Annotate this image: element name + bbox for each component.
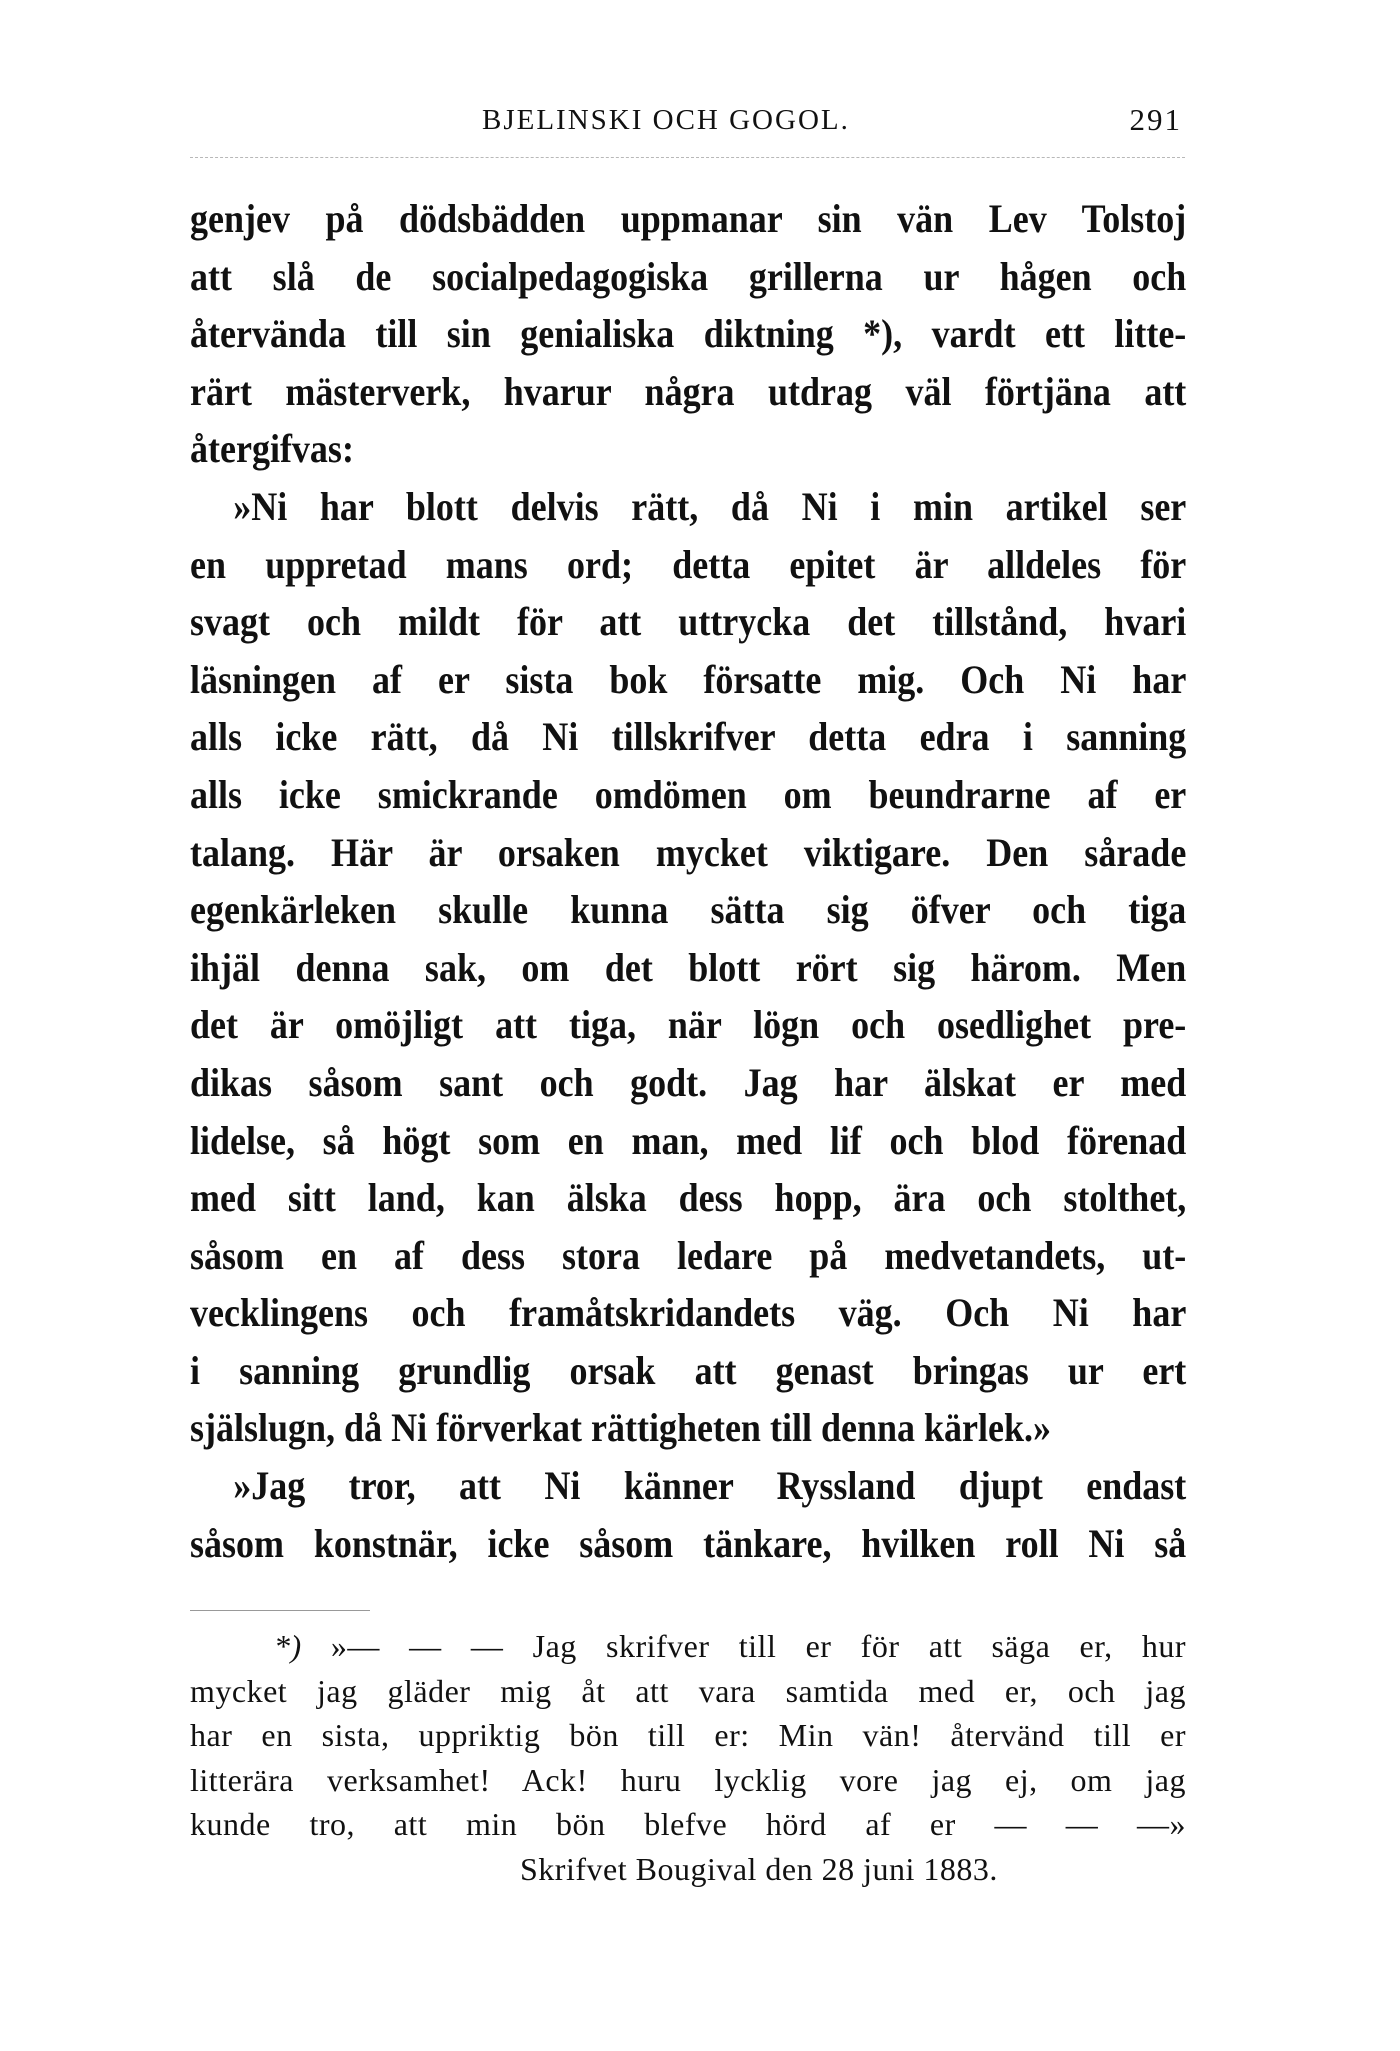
footnote-line: litterära verksamhet! Ack! huru lycklig vore jag ej, om jag	[190, 1761, 1186, 1798]
footnote	[190, 1624, 1186, 1891]
page-number: 291	[1129, 102, 1182, 137]
text-line: en uppretad mans ord; detta epitet är alldeles för	[190, 541, 1187, 587]
text-line: talang. Här är orsaken mycket viktigare. Den sårade	[190, 829, 1187, 875]
footnote-line-text: »— — — Jag skrifver till er för att säga er, hur	[330, 1628, 1187, 1664]
footnote-line: kunde tro, att min bön blefve hörd af er — — —»	[190, 1806, 1186, 1842]
text-line: vecklingens och framåtskridandets väg. Och Ni har	[190, 1290, 1187, 1336]
text-line: återgifvas:	[190, 426, 354, 472]
text-line: alls icke smickrande omdömen om beundrarne af er	[190, 771, 1187, 817]
text-line: i sanning grundlig orsak att genast bringas ur ert	[190, 1347, 1187, 1393]
footnote-mark: *)	[274, 1628, 302, 1664]
text-line: själslugn, då Ni förverkat rättigheten till denna kärlek.»	[190, 1405, 1052, 1451]
text-line: »Ni har blott delvis rätt, då Ni i min artikel ser	[233, 483, 1187, 529]
text-line: rärt mästerverk, hvarur några utdrag väl förtjäna att	[190, 368, 1187, 414]
footnote-line: har en sista, uppriktig bön till er: Min vän! återvänd till er	[190, 1717, 1186, 1753]
text-line: egenkärleken skulle kunna sätta sig öfver och tiga	[190, 887, 1187, 933]
text-line: såsom konstnär, icke såsom tänkare, hvilken roll Ni så	[190, 1520, 1187, 1566]
text-line: svagt och mildt för att uttrycka det tillstånd, hvari	[190, 599, 1187, 645]
text-line: det är omöjligt att tiga, när lögn och osedlighet pre-	[190, 1002, 1187, 1048]
footnote-signature: Skrifvet Bougival den 28 juni 1883.	[520, 1850, 998, 1887]
text-line: dikas såsom sant och godt. Jag har älskat er med	[190, 1059, 1187, 1105]
header-rule	[190, 157, 1185, 158]
text-line: »Jag tror, att Ni känner Ryssland djupt endast	[233, 1463, 1187, 1509]
text-line: genjev på dödsbädden uppmanar sin vän Lev Tolstoj	[190, 196, 1187, 241]
footnote-line: mycket jag gläder mig åt att vara samtida med er, och jag	[190, 1672, 1186, 1709]
text-line: med sitt land, kan älska dess hopp, ära och stolthet,	[190, 1175, 1187, 1221]
footnote-rule	[190, 1610, 370, 1611]
text-line: ihjäl denna sak, om det blott rört sig härom. Men	[190, 944, 1187, 990]
body-text	[190, 190, 1186, 1572]
text-line: lidelse, så högt som en man, med lif och blod förenad	[190, 1117, 1187, 1163]
page-header	[190, 98, 1190, 142]
text-line: läsningen af er sista bok försatte mig. Och Ni har	[190, 656, 1187, 702]
text-line: att slå de socialpedagogiska grillerna ur hågen och	[190, 253, 1187, 299]
footnote-line	[190, 1624, 1186, 1669]
running-title: BJELINSKI OCH GOGOL.	[482, 104, 850, 136]
text-line: återvända till sin genialiska diktning *), vardt ett litte-	[190, 311, 1187, 357]
text-line: såsom en af dess stora ledare på medvetandets, ut-	[190, 1232, 1187, 1278]
text-line: alls icke rätt, då Ni tillskrifver detta edra i sanning	[190, 714, 1187, 760]
